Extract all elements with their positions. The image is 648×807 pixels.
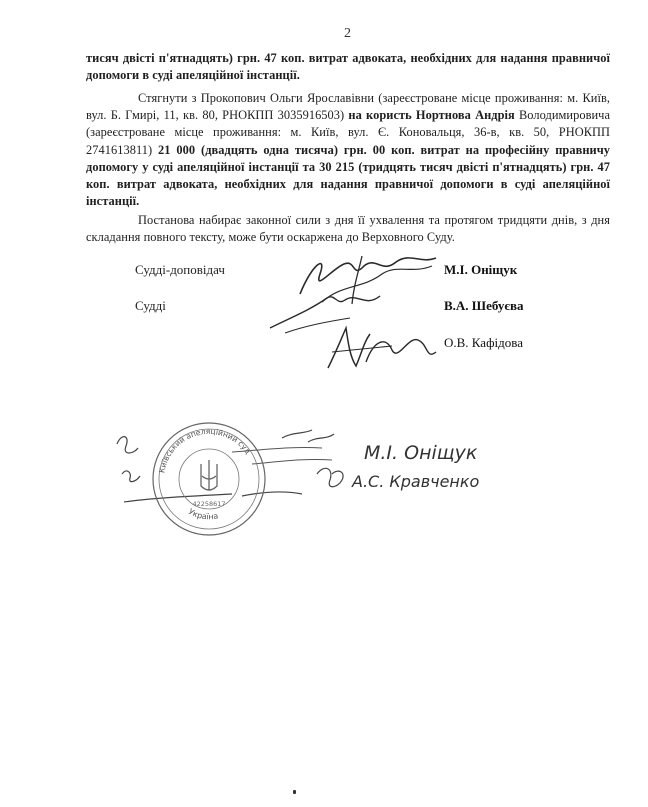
paragraph-costs-bold: тисяч двісті п'ятнадцять) грн. 47 коп. витрат адвоката, необхідних для надання правничої допомоги в суді апеляційної інстанції. (86, 51, 610, 83)
judge-name-2: В.А. Шебуєва (444, 298, 524, 313)
judges-label: Судді (135, 298, 166, 313)
page-number: 2 (344, 26, 351, 41)
court-stamp (150, 420, 268, 538)
handwritten-name-2: А.С. Кравченко (352, 472, 480, 491)
paragraph-costs-continuation (86, 50, 610, 84)
stamp-text: Київський апеляційний суд (157, 426, 253, 474)
scan-speck (293, 790, 296, 794)
recovery-amounts: 21 000 (двадцять одна тисяча) грн. 00 коп. витрат на професійну правничу допомогу у суді апеляційної інстанції та 30 215 (тридцять тисяч двісті п'ятнадцять) грн. 47 коп. витрат адвоката, необхідних для надання правничої допомоги в суді апеляційної інстанції. (86, 142, 610, 209)
paragraph-effective: Постанова набирає законної сили з дня її ухвалення та протягом тридцяти днів, з дня складання повного тексту, може бути оскаржена до Верховного Суду. (86, 213, 610, 245)
recovery-details: Володимировича (зареєстроване місце проживання: м. Київ, вул. Є. Коновальця, 36-в, кв. 50, РНОКПП 2741613811) (86, 108, 611, 157)
paragraph-recovery (86, 90, 610, 210)
stamp-code: 42258617 (192, 500, 226, 508)
handwritten-name-1: М.І. Оніщук (364, 442, 478, 464)
recovery-beneficiary: на користь Нортнова Андрія (348, 108, 515, 123)
judge-name-3: О.В. Кафідова (444, 335, 523, 350)
stamp-country: Україна (186, 506, 219, 522)
signature-3 (322, 322, 442, 377)
recovery-intro: Стягнути з Прокопович Ольги Ярославівни (зареєстроване місце проживання: м. Київ, вул. Б. Гмирі, 11, кв. 80, РНОКПП 3035916503) (86, 91, 610, 123)
judge-name-1: М.І. Оніщук (444, 262, 518, 277)
trident-emblem (201, 460, 217, 490)
rapporteur-label: Судді-доповідач (135, 262, 225, 277)
